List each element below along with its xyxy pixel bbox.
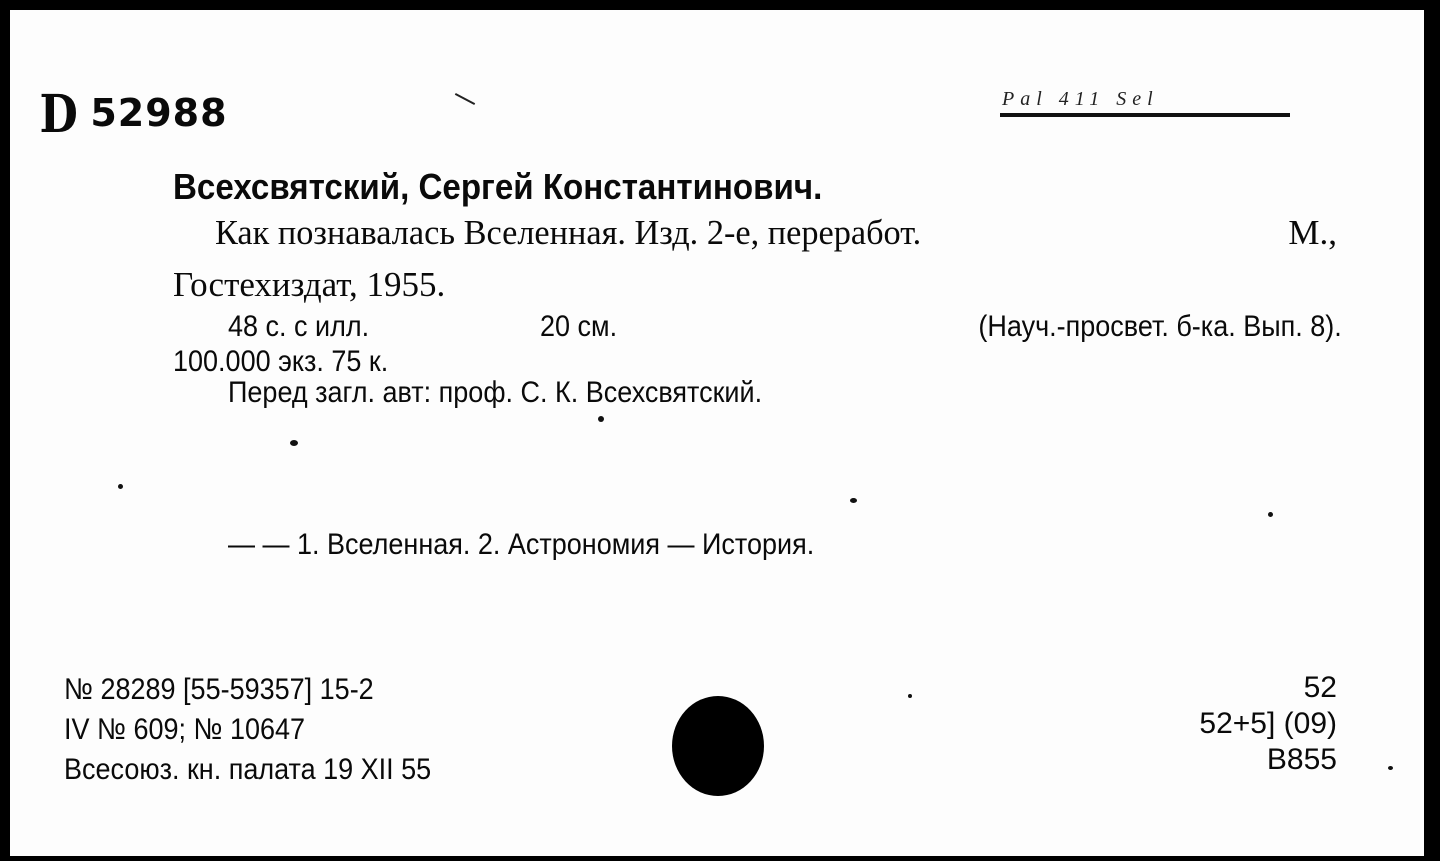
registration-line-1: № 28289 [55-59357] 15-2 bbox=[64, 673, 374, 706]
ink-speck bbox=[908, 694, 912, 698]
call-number bbox=[36, 84, 228, 145]
author-note: Перед загл. авт: проф. С. К. Всехсвятский. bbox=[228, 376, 763, 409]
ink-speck bbox=[1388, 766, 1393, 770]
registration-line-2: IV № 609; № 10647 bbox=[64, 713, 306, 746]
classification-info bbox=[1199, 670, 1337, 778]
subject-headings: — — 1. Вселенная. 2. Астрономия — История. bbox=[228, 528, 815, 561]
handwritten-scribble: Pal 411 Sel bbox=[1002, 88, 1159, 110]
size: 20 см. bbox=[540, 310, 618, 343]
scribble-strikethrough bbox=[1000, 113, 1290, 117]
publication-place: М., bbox=[1288, 213, 1337, 252]
author-heading: Всехсвятский, Сергей Константинович. bbox=[173, 166, 823, 207]
catalog-card bbox=[10, 10, 1432, 856]
card-punch-hole bbox=[672, 696, 764, 796]
publisher-year: Гостехиздат, 1955. bbox=[173, 265, 446, 304]
card-edge-shadow bbox=[1424, 10, 1432, 856]
ink-speck bbox=[850, 498, 857, 503]
ink-speck bbox=[1268, 512, 1273, 517]
classification-line-1: 52 bbox=[1303, 671, 1337, 704]
pagination: 48 с. с илл. bbox=[228, 310, 370, 343]
print-run-price: 100.000 экз. 75 к. bbox=[173, 345, 389, 378]
ink-speck bbox=[118, 484, 123, 489]
ink-speck bbox=[290, 440, 298, 446]
call-number-prefix: D bbox=[39, 84, 79, 145]
pencil-tick-mark bbox=[455, 93, 475, 105]
classification-line-2: 52+5] (09) bbox=[1199, 707, 1337, 740]
classification-line-3: В855 bbox=[1266, 743, 1337, 776]
title-statement: Как познавалась Вселенная. Изд. 2-е, переработ. bbox=[215, 213, 922, 252]
series-statement: (Науч.-просвет. б-ка. Вып. 8). bbox=[978, 310, 1342, 343]
call-number-value: 52988 bbox=[90, 91, 228, 135]
registration-info bbox=[64, 670, 431, 790]
ink-speck bbox=[598, 416, 604, 422]
registration-line-3: Всесоюз. кн. палата 19 XII 55 bbox=[64, 753, 432, 786]
